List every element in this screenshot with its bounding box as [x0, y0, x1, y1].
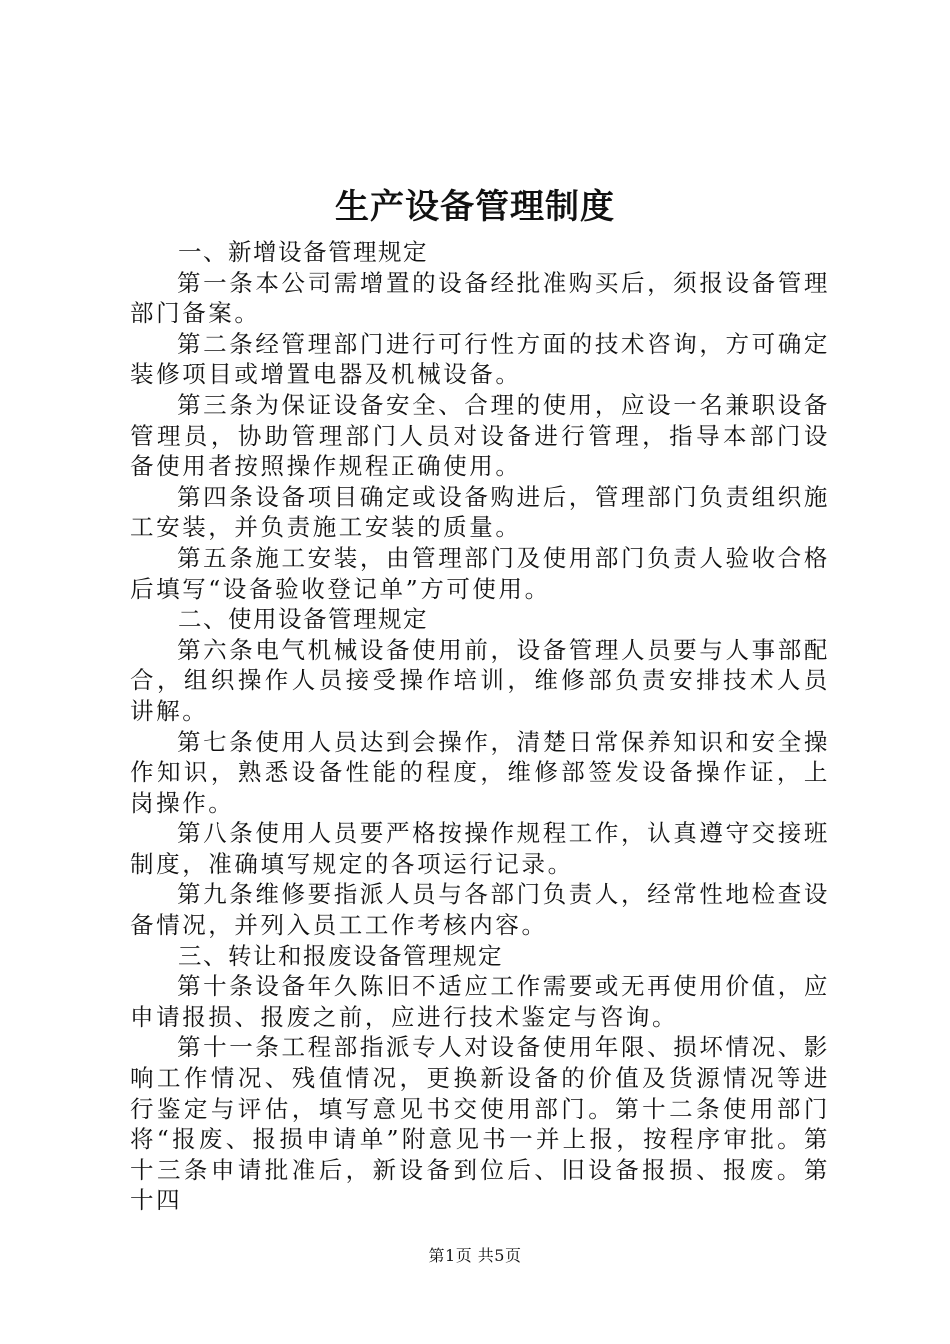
page-number: 第1页 共5页	[428, 1246, 522, 1265]
paragraph-article-8: 第八条使用人员要严格按操作规程工作，认真遵守交接班制度，准确填写规定的各项运行记录。	[130, 819, 830, 878]
paragraph-article-4: 第四条设备项目确定或设备购进后，管理部门负责组织施工安装，并负责施工安装的质量。	[130, 482, 830, 542]
paragraph-article-1: 第一条本公司需增置的设备经批准购买后，须报设备管理部门备案。	[130, 268, 830, 328]
paragraph-article-11: 第十一条工程部指派专人对设备使用年限、损坏情况、影响工作情况、残值情况，更换新设备的价值及货源情况等进行鉴定与评估，填写意见书交使用部门。第十二条使用部门将“报废、报损申请单”附意见书一并上报，按程序审批。第十三条申请批准后，新设备到位后、旧设备报损、报废。第十四	[130, 1033, 830, 1215]
paragraph-article-3: 第三条为保证设备安全、合理的使用，应设一名兼职设备管理员，协助管理部门人员对设备进行管理，指导本部门设备使用者按照操作规程正确使用。	[130, 390, 830, 481]
section-heading: 一、新增设备管理规定	[178, 238, 428, 266]
page-title: 生产设备管理制度	[335, 187, 615, 227]
section-heading: 三、转让和报废设备管理规定	[178, 941, 503, 970]
section-heading: 二、使用设备管理规定	[178, 605, 428, 634]
paragraph-article-6: 第六条电气机械设备使用前，设备管理人员要与人事部配合，组织操作人员接受操作培训，维修部负责安排技术人员讲解。	[130, 635, 830, 725]
paragraph-article-2: 第二条经管理部门进行可行性方面的技术咨询，方可确定装修项目或增置电器及机械设备。	[130, 329, 830, 389]
paragraph-article-5: 第五条施工安装，由管理部门及使用部门负责人验收合格后填写“设备验收登记单”方可使用。	[130, 543, 830, 603]
paragraph-article-7: 第七条使用人员达到会操作，清楚日常保养知识和安全操作知识，熟悉设备性能的程度，维修部签发设备操作证，上岗操作。	[130, 727, 830, 817]
paragraph-article-9: 第九条维修要指派人员与各部门负责人，经常性地检查设备情况，并列入员工工作考核内容。	[130, 880, 830, 940]
paragraph-article-10: 第十条设备年久陈旧不适应工作需要或无再使用价值，应申请报损、报废之前，应进行技术鉴定与咨询。	[130, 972, 830, 1031]
document-body	[130, 237, 830, 1216]
